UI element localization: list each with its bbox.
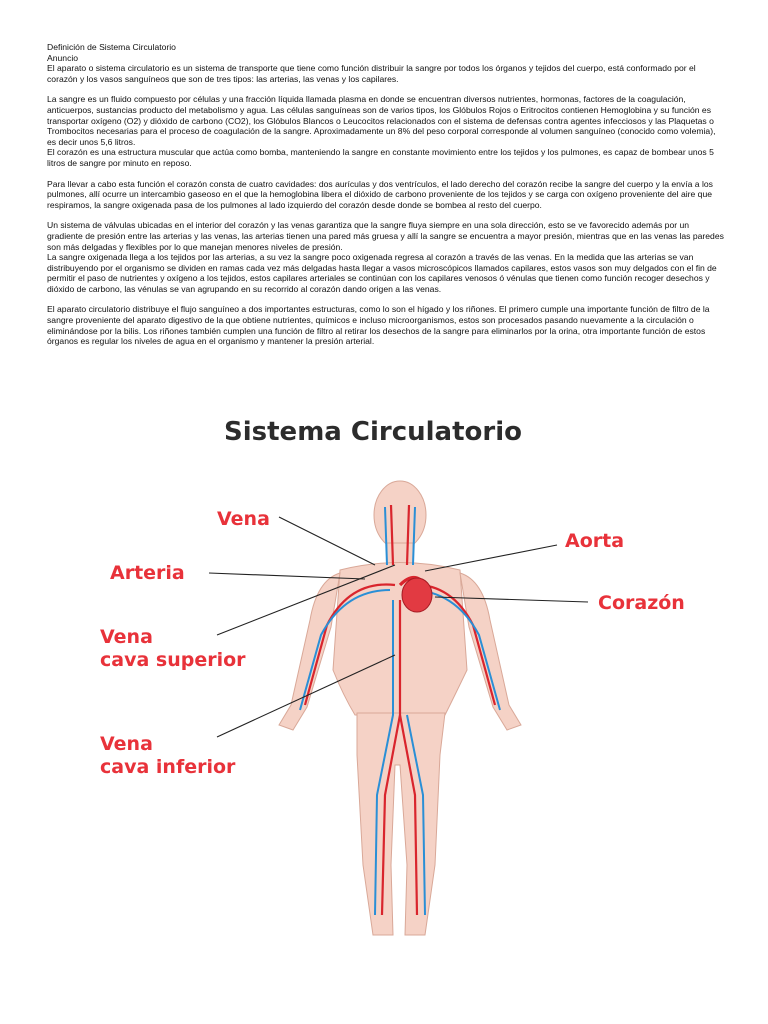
label-vena-cava-superior-2: cava superior [100,649,246,671]
paragraph: Un sistema de válvulas ubicadas en el interior del corazón y las venas garantiza que la sangre fluya siempre en una sola dirección, esto se ve favorecido además por un gradiente de presión entre las arterias y las venas, las arterias tienen una pared más gruesa y allí la sangre se encuentra a mayor presión, mientras que en las venas las paredes son más delgadas y flexibles por lo que manejan menores niveles de presión. [47,220,724,252]
figure-title: Sistema Circulatorio [224,417,522,447]
circulatory-system-figure [95,395,685,955]
right-arm [460,573,521,730]
left-arm [279,573,340,730]
legs [357,713,445,935]
paragraph: La sangre oxigenada llega a los tejidos por las arterias, a su vez la sangre poco oxigenada regresa al corazón a través de las venas. En la medida que las arterias se van distribuyendo por el organismo se dividen en ramas cada vez más delgadas hasta llegar a vasos microscópicos llamados capilares, estos vasos son muy delgados con el fin de permitir el paso de nutrientes y oxígeno a los tejidos, estos capilares arteriales se continúan con los capilares venosos ó vénulas que tienen como función recoger desechos y dióxido de carbono, las vénulas se van agrupando en su recorrido al corazón dando origen a las venas. [47,252,717,294]
label-vena-cava-superior-1: Vena [100,626,153,648]
leader-aorta [425,545,557,571]
paragraph: La sangre es un fluido compuesto por células y una fracción líquida llamada plasma en donde se encuentran diversos nutrientes, hormonas, factores de la coagulación, anticuerpos, sustancias producto del metabolismo y agua. Las células sanguíneas son de varios tipos, los Glóbulos Rojos o Eritrocitos contienen Hemoglobina y su función es transportar oxígeno (O2) y dióxido de carbono (CO2), los Glóbulos Blancos o Leucocitos relacionados con el sistema de defensas contra agentes infecciosos y las Plaquetas o Trombocitos necesarias para el proceso de coagulación de la sangre. Aproximadamente un 8% del peso corporal corresponde al volumen sanguíneo (conocido como volemia), es decir unos 5,6 litros. [47,94,716,147]
label-vena: Vena [217,508,270,530]
neck [387,543,413,565]
label-aorta: Aorta [565,530,625,552]
document-text [47,42,725,347]
ad-label: Anuncio [47,52,79,63]
paragraph: El aparato o sistema circulatorio es un sistema de transporte que tiene como función distribuir la sangre por todos los órganos y tejidos del cuerpo, está conformado por el corazón y los vasos sanguíneos que son de tres tipos: las arterias, las venas y los capilares. [47,63,696,84]
label-vena-cava-inferior-2: cava inferior [100,756,236,778]
leader-vena [279,517,375,565]
head [374,481,426,549]
circulatory-diagram [95,395,685,955]
paragraph: Para llevar a cabo esta función el corazón consta de cuatro cavidades: dos aurículas y dos ventrículos, el lado derecho del corazón recibe la sangre del cuerpo y la envía a los pulmones, allí ocurre un intercambio gaseoso en el que la hemoglobina libera el dióxido de carbono proveniente de los tejidos y se carga con oxígeno proveniente del aire que respiramos, la sangre oxigenada pasa de los pulmones al lado izquierdo del corazón desde donde se bombea al resto del cuerpo. [47,178,713,210]
label-corazon: Corazón [598,592,685,614]
document-title: Definición de Sistema Circulatorio [47,42,176,52]
heart [402,578,432,612]
paragraph: El corazón es una estructura muscular que actúa como bomba, manteniendo la sangre en constante movimiento entre los tejidos y los pulmones, es capaz de bombear unos 5 litros de sangre por minuto en reposo. [47,147,714,168]
label-arteria: Arteria [110,562,185,584]
label-vena-cava-inferior-1: Vena [100,733,153,755]
paragraph: El aparato circulatorio distribuye el flujo sanguíneo a dos importantes estructuras, como lo son el hígado y los riñones. El primero cumple una importante función de filtro de la sangre proveniente del aparato digestivo de la que obtiene nutrientes, químicos e incluso microorganismos, estos son procesados pasando nuevamente a la circulación o eliminándose por la bilis. Los riñones también cumplen una función de filtro al retirar los desechos de la sangre para eliminarlos por la orina, otra importante función de estos órganos es regular los niveles de agua en el organismo y mantener la presión arterial. [47,304,710,347]
